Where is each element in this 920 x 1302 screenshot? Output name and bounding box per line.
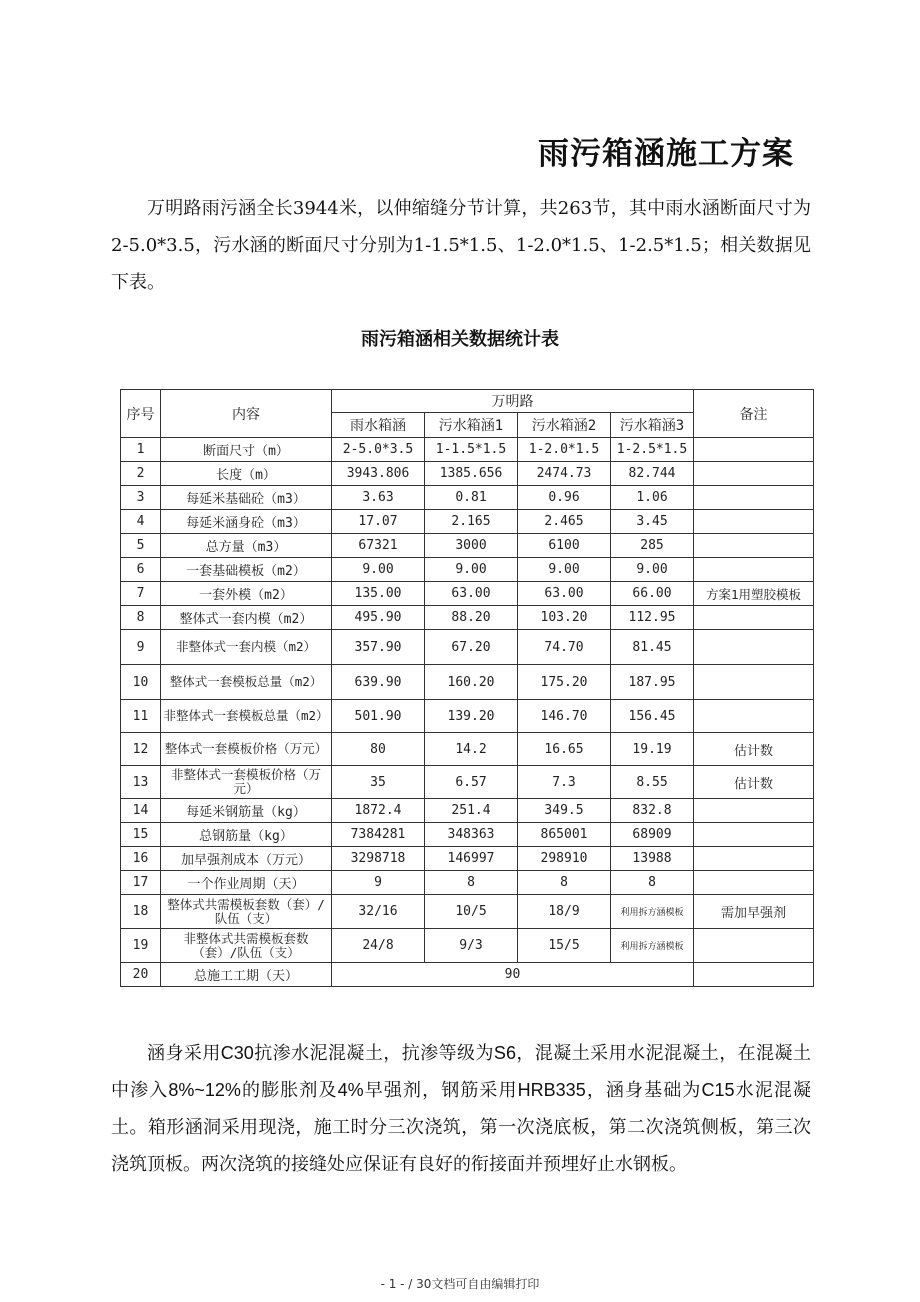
table-row: [121, 606, 814, 630]
row-no: 7: [121, 582, 161, 606]
row-value: 187.95: [611, 665, 694, 700]
row-value: 1385.656: [425, 462, 518, 486]
row-value: 3.45: [611, 510, 694, 534]
header-road: 万明路: [332, 390, 694, 413]
row-value: 175.20: [518, 665, 611, 700]
row-value: 8.55: [611, 766, 694, 799]
row-no: 11: [121, 700, 161, 733]
row-value: 639.90: [332, 665, 425, 700]
row-value: 160.20: [425, 665, 518, 700]
header-col-1: 雨水箱涵: [332, 413, 425, 438]
row-value: 8: [518, 871, 611, 895]
header-remark: 备注: [694, 390, 814, 438]
row-remark: 方案1用塑胶模板: [694, 582, 814, 606]
row-value: 88.20: [425, 606, 518, 630]
row-value: 32/16: [332, 895, 425, 929]
row-value: 251.4: [425, 799, 518, 823]
row-item: 非整体式一套内模（m2）: [161, 630, 332, 665]
row-value: 80: [332, 733, 425, 766]
total-period-value: 90: [332, 963, 694, 987]
row-value: 7384281: [332, 823, 425, 847]
header-content: 内容: [161, 390, 332, 438]
header-col-4: 污水箱涵3: [611, 413, 694, 438]
row-remark: [694, 534, 814, 558]
row-value: 18/9: [518, 895, 611, 929]
row-no: 4: [121, 510, 161, 534]
row-remark: [694, 799, 814, 823]
row-value: 63.00: [518, 582, 611, 606]
header-seq: 序号: [121, 390, 161, 438]
row-value: 9/3: [425, 929, 518, 963]
row-no: 20: [121, 963, 161, 987]
header-col-2: 污水箱涵1: [425, 413, 518, 438]
row-value: 17.07: [332, 510, 425, 534]
row-remark: [694, 558, 814, 582]
row-value: 14.2: [425, 733, 518, 766]
table-row: [121, 766, 814, 799]
row-value: 74.70: [518, 630, 611, 665]
row-value: 35: [332, 766, 425, 799]
row-item: 每延米钢筋量（kg）: [161, 799, 332, 823]
row-value: 63.00: [425, 582, 518, 606]
row-value: 495.90: [332, 606, 425, 630]
row-value: 103.20: [518, 606, 611, 630]
row-value: 7.3: [518, 766, 611, 799]
row-item: 一个作业周期（天）: [161, 871, 332, 895]
row-value: 0.96: [518, 486, 611, 510]
row-item: 加早强剂成本（万元）: [161, 847, 332, 871]
row-item: 非整体式共需模板套数（套）/队伍（支）: [161, 929, 332, 963]
row-value: 135.00: [332, 582, 425, 606]
table-row: [121, 963, 814, 987]
table-row: [121, 534, 814, 558]
row-value: 501.90: [332, 700, 425, 733]
table-row: [121, 462, 814, 486]
header-col-3: 污水箱涵2: [518, 413, 611, 438]
row-value: 81.45: [611, 630, 694, 665]
row-value: 1872.4: [332, 799, 425, 823]
table-row: [121, 895, 814, 929]
row-no: 1: [121, 438, 161, 462]
row-item: 总方量（m3）: [161, 534, 332, 558]
row-remark: [694, 871, 814, 895]
table-row: [121, 582, 814, 606]
intro-paragraph: 万明路雨污涵全长3944米，以伸缩缝分节计算，共263节，其中雨水涵断面尺寸为2-5.0*3.5，污水涵的断面尺寸分别为1-1.5*1.5、1-2.0*1.5、1-2.5*1.5；相关数据见下表。: [111, 198, 811, 293]
row-value: 112.95: [611, 606, 694, 630]
row-no: 6: [121, 558, 161, 582]
row-value: 1-1.5*1.5: [425, 438, 518, 462]
row-value: 3943.806: [332, 462, 425, 486]
row-remark: [694, 823, 814, 847]
row-value: 285: [611, 534, 694, 558]
table-row: [121, 700, 814, 733]
row-value: 2.165: [425, 510, 518, 534]
row-remark: [694, 630, 814, 665]
row-no: 9: [121, 630, 161, 665]
row-item: 断面尺寸（m）: [161, 438, 332, 462]
row-value: 10/5: [425, 895, 518, 929]
row-value: 9.00: [425, 558, 518, 582]
table-row: [121, 733, 814, 766]
row-remark: 估计数: [694, 766, 814, 799]
row-item: 整体式一套内模（m2）: [161, 606, 332, 630]
row-value: 3000: [425, 534, 518, 558]
row-remark: 需加早强剂: [694, 895, 814, 929]
row-value: 6.57: [425, 766, 518, 799]
row-value: 349.5: [518, 799, 611, 823]
row-value: 82.744: [611, 462, 694, 486]
row-value: 2474.73: [518, 462, 611, 486]
row-item: 一套外模（m2）: [161, 582, 332, 606]
row-value: 832.8: [611, 799, 694, 823]
row-no: 17: [121, 871, 161, 895]
row-no: 8: [121, 606, 161, 630]
row-value: 16.65: [518, 733, 611, 766]
row-value: 2-5.0*3.5: [332, 438, 425, 462]
data-table: [120, 389, 814, 987]
row-item: 整体式一套模板价格（万元）: [161, 733, 332, 766]
row-value: 1-2.0*1.5: [518, 438, 611, 462]
row-value: 9.00: [332, 558, 425, 582]
row-remark: [694, 510, 814, 534]
row-value: 利用拆方涵模板: [611, 895, 694, 929]
table-row: [121, 510, 814, 534]
table-title: 雨污箱涵相关数据统计表: [361, 329, 559, 350]
row-item: 每延米涵身砼（m3）: [161, 510, 332, 534]
row-value: 348363: [425, 823, 518, 847]
table-row: [121, 558, 814, 582]
row-value: 利用拆方涵模板: [611, 929, 694, 963]
row-no: 16: [121, 847, 161, 871]
table-row: [121, 847, 814, 871]
row-value: 146.70: [518, 700, 611, 733]
row-value: 67321: [332, 534, 425, 558]
row-item: 整体式一套模板总量（m2）: [161, 665, 332, 700]
row-no: 10: [121, 665, 161, 700]
row-remark: [694, 486, 814, 510]
row-no: 18: [121, 895, 161, 929]
table-row: [121, 871, 814, 895]
row-item: 总钢筋量（kg）: [161, 823, 332, 847]
row-value: 8: [611, 871, 694, 895]
construction-paragraph: 涵身采用C30抗渗水泥混凝土，抗渗等级为S6，混凝土采用水泥混凝土，在混凝土中渗入8%~12%的膨胀剂及4%早强剂，钢筋采用HRB335，涵身基础为C15水泥混凝土。箱形涵洞采用现浇，施工时分三次浇筑，第一次浇底板，第二次浇筑侧板，第三次浇筑顶板。两次浇筑的接缝处应保证有良好的衔接面并预埋好止水钢板。: [111, 1043, 811, 1174]
row-item: 一套基础模板（m2）: [161, 558, 332, 582]
page-footer: - 1 - / 30文档可自由编辑打印: [380, 1277, 540, 1291]
document-title: 雨污箱涵施工方案: [538, 136, 794, 172]
row-value: 865001: [518, 823, 611, 847]
row-remark: [694, 700, 814, 733]
row-item: 总施工工期（天）: [161, 963, 332, 987]
row-no: 2: [121, 462, 161, 486]
row-value: 24/8: [332, 929, 425, 963]
row-value: 68909: [611, 823, 694, 847]
table-row: [121, 630, 814, 665]
row-remark: [694, 462, 814, 486]
row-item: 非整体式一套模板总量（m2）: [161, 700, 332, 733]
row-value: 67.20: [425, 630, 518, 665]
row-no: 3: [121, 486, 161, 510]
row-value: 66.00: [611, 582, 694, 606]
table-row: [121, 823, 814, 847]
table-row: [121, 665, 814, 700]
row-value: 139.20: [425, 700, 518, 733]
row-value: 13988: [611, 847, 694, 871]
table-row: [121, 929, 814, 963]
row-no: 19: [121, 929, 161, 963]
row-no: 14: [121, 799, 161, 823]
row-value: 298910: [518, 847, 611, 871]
row-value: 9.00: [518, 558, 611, 582]
row-item: 整体式共需模板套数（套）/队伍（支）: [161, 895, 332, 929]
row-remark: [694, 847, 814, 871]
row-item: 非整体式一套模板价格（万元）: [161, 766, 332, 799]
row-value: 1-2.5*1.5: [611, 438, 694, 462]
row-no: 5: [121, 534, 161, 558]
row-remark: [694, 438, 814, 462]
row-item: 长度（m）: [161, 462, 332, 486]
row-value: 156.45: [611, 700, 694, 733]
row-remark: [694, 963, 814, 987]
row-value: 9: [332, 871, 425, 895]
row-item: 每延米基础砼（m3）: [161, 486, 332, 510]
row-remark: [694, 929, 814, 963]
row-value: 6100: [518, 534, 611, 558]
row-remark: [694, 665, 814, 700]
row-value: 1.06: [611, 486, 694, 510]
row-value: 2.465: [518, 510, 611, 534]
row-value: 9.00: [611, 558, 694, 582]
row-remark: [694, 606, 814, 630]
row-no: 13: [121, 766, 161, 799]
row-remark: 估计数: [694, 733, 814, 766]
table-row: [121, 486, 814, 510]
row-value: 146997: [425, 847, 518, 871]
table-row: [121, 799, 814, 823]
row-value: 357.90: [332, 630, 425, 665]
row-value: 3298718: [332, 847, 425, 871]
row-value: 8: [425, 871, 518, 895]
row-value: 0.81: [425, 486, 518, 510]
row-no: 12: [121, 733, 161, 766]
table-row: [121, 438, 814, 462]
row-value: 3.63: [332, 486, 425, 510]
row-value: 19.19: [611, 733, 694, 766]
row-no: 15: [121, 823, 161, 847]
row-value: 15/5: [518, 929, 611, 963]
